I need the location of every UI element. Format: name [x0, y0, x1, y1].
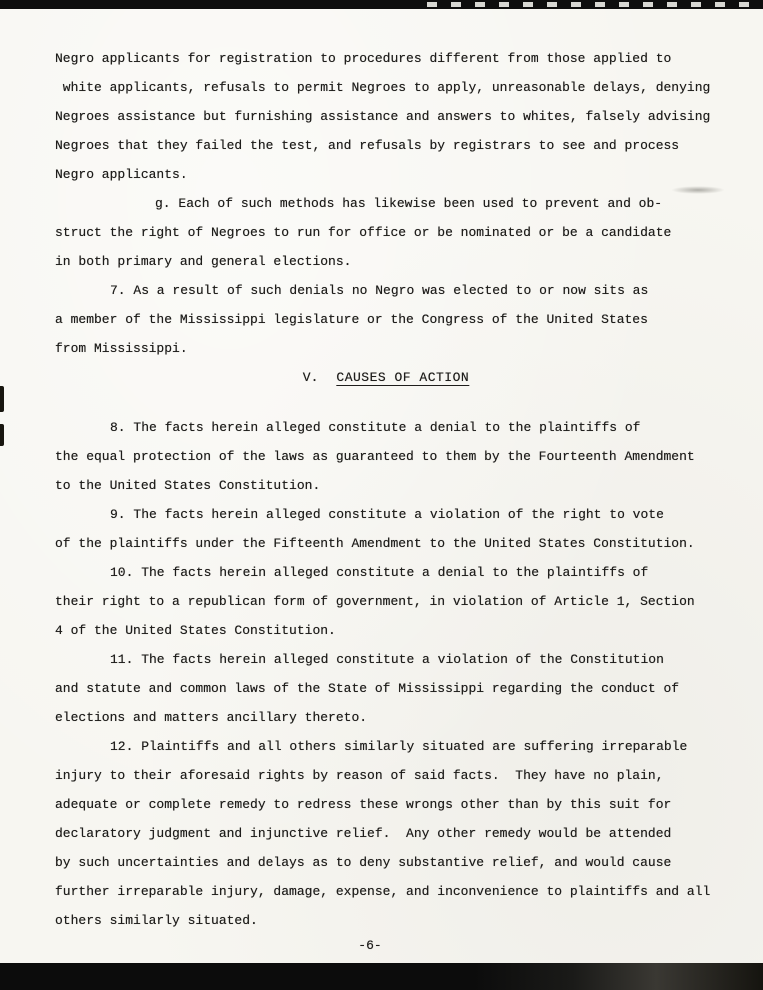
text-line: others similarly situated. — [55, 913, 258, 928]
scan-noise-dashes — [427, 2, 757, 7]
text-line: further irreparable injury, damage, expense, and inconvenience to plaintiffs and all — [55, 884, 711, 899]
text-line: white applicants, refusals to permit Negroes to apply, unreasonable delays, denying — [55, 80, 711, 95]
text-line: 7. As a result of such denials no Negro was elected to or now sits as — [110, 283, 649, 298]
text-line: elections and matters ancillary thereto. — [55, 710, 368, 725]
text-line: Negro applicants for registration to procedures different from those applied to — [55, 51, 672, 66]
scan-artifact-top-band — [0, 0, 763, 9]
paragraph — [55, 189, 717, 276]
heading-number: V. — [302, 370, 319, 385]
paragraph — [55, 44, 717, 189]
page-number: -6- — [358, 938, 382, 953]
text-line: from Mississippi. — [55, 341, 188, 356]
paragraph — [55, 413, 717, 500]
text-line: their right to a republican form of government, in violation of Article 1, Section — [55, 594, 695, 609]
text-line: injury to their aforesaid rights by reason of said facts. They have no plain, — [55, 768, 664, 783]
text-line: g. Each of such methods has likewise been used to prevent and ob- — [155, 196, 663, 211]
text-line: 10. The facts herein alleged constitute a denial to the plaintiffs of — [110, 565, 649, 580]
paragraph — [55, 276, 717, 363]
paragraph — [55, 645, 717, 732]
text-line: 4 of the United States Constitution. — [55, 623, 336, 638]
text-line: the equal protection of the laws as guaranteed to them by the Fourteenth Amendment — [55, 449, 695, 464]
paragraph — [55, 732, 717, 935]
text-line: Negroes that they failed the test, and refusals by registrars to see and process — [55, 138, 680, 153]
document-body — [55, 44, 717, 935]
text-line: to the United States Constitution. — [55, 478, 321, 493]
paragraph — [55, 500, 717, 558]
text-line: 11. The facts herein alleged constitute a violation of the Constitution — [110, 652, 664, 667]
text-line: declaratory judgment and injunctive relief. Any other remedy would be attended — [55, 826, 672, 841]
text-line: struct the right of Negroes to run for office or be nominated or be a candidate — [55, 225, 672, 240]
paragraph — [55, 558, 717, 645]
scan-artifact-left-mark-1 — [0, 386, 4, 412]
scan-artifact-bottom-band — [0, 963, 763, 990]
text-line: 8. The facts herein alleged constitute a denial to the plaintiffs of — [110, 420, 641, 435]
heading-title: CAUSES OF ACTION — [336, 370, 470, 385]
text-line: of the plaintiffs under the Fifteenth Amendment to the United States Constitution. — [55, 536, 695, 551]
text-line: a member of the Mississippi legislature or the Congress of the United States — [55, 312, 648, 327]
text-line: and statute and common laws of the State of Mississippi regarding the conduct of — [55, 681, 680, 696]
text-line: adequate or complete remedy to redress these wrongs other than by this suit for — [55, 797, 672, 812]
text-line: by such uncertainties and delays as to deny substantive relief, and would cause — [55, 855, 672, 870]
text-line: in both primary and general elections. — [55, 254, 352, 269]
text-line: 12. Plaintiffs and all others similarly situated are suffering irreparable — [110, 739, 688, 754]
scan-artifact-left-mark-2 — [0, 424, 4, 446]
text-line: Negroes assistance but furnishing assistance and answers to whites, falsely advising — [55, 109, 711, 124]
text-line: Negro applicants. — [55, 167, 188, 182]
section-heading — [55, 363, 717, 392]
text-line: 9. The facts herein alleged constitute a violation of the right to vote — [110, 507, 664, 522]
